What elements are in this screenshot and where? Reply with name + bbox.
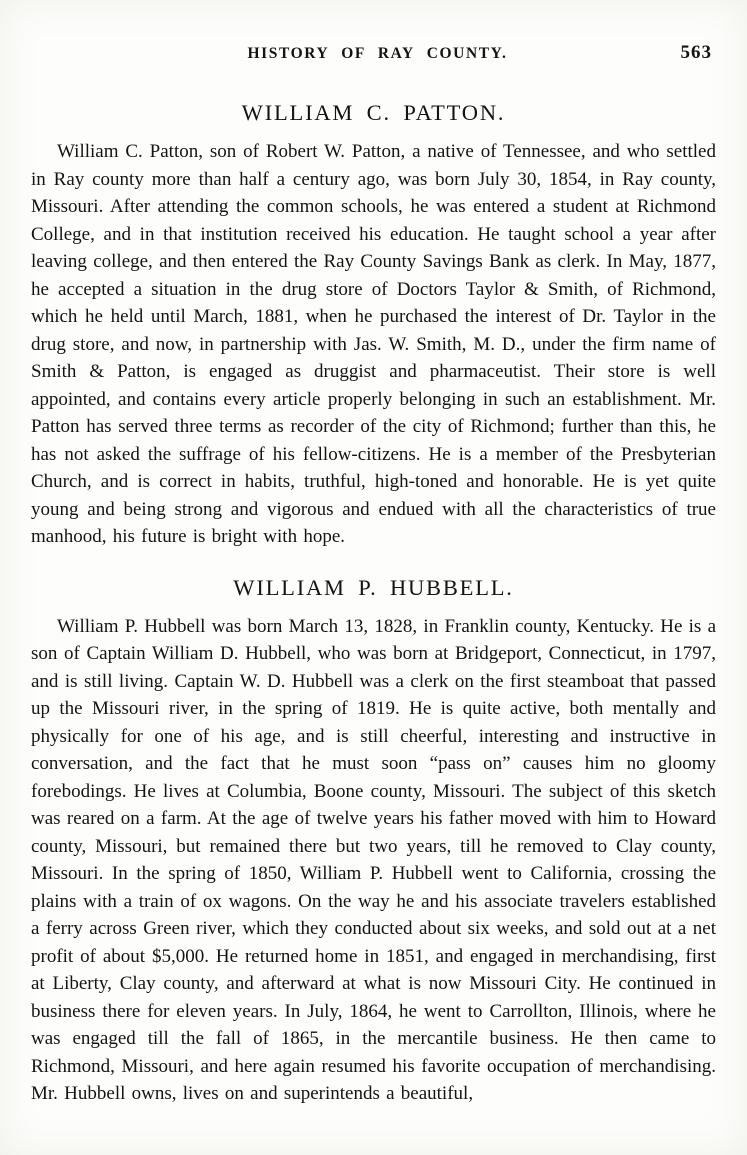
- biography-paragraph-patton: William C. Patton, son of Robert W. Patton, a native of Tennessee, and who settled in Ray county more than half a century ago, was born July 30, 1854, in Ray county, Missouri. After attending the common schools, he was entered a student at Richmond College, and in that institution received his education. He taught school a year after leaving college, and then entered the Ray County Savings Bank as clerk. In May, 1877, he accepted a situation in the drug store of Doctors Taylor & Smith, of Richmond, which he held until March, 1881, when he purchased the interest of Dr. Taylor in the drug store, and now, in partnership with Jas. W. Smith, M. D., under the firm name of Smith & Patton, is engaged as druggist and pharmaceutist. Their store is well appointed, and contains every article properly belonging in such an establishment. Mr. Patton has served three terms as recorder of the city of Richmond; further than this, he has not asked the suffrage of his fellow-citizens. He is a member of the Presbyterian Church, and is correct in habits, truthful, high-toned and honorable. He is yet quite young and being strong and vigorous and endued with all the characteristics of true manhood, his future is bright with hope.: [31, 141, 716, 547]
- section-heading-hubbell: WILLIAM P. HUBBELL.: [233, 574, 514, 600]
- section-heading-patton: WILLIAM C. PATTON.: [241, 100, 506, 125]
- biography-paragraph-hubbell: William P. Hubbell was born March 13, 1828, in Franklin county, Kentucky. He is a son of Captain William D. Hubbell, who was born at Bridgeport, Connecticut, in 1797, and is still living. Captain W. D. Hubbell was a clerk on the first steamboat that passed up the Missouri river, in the spring of 1819. He is quite active, both mentally and physically for one of his age, and is still cheerful, interesting and instructive in conversation, and the fact that he must soon “pass on” causes him no gloomy forebodings. He lives at Columbia, Boone county, Missouri. The subject of this sketch was reared on a farm. At the age of twelve years his father moved with him to Howard county, Missouri, but remained there but two years, till he removed to Clay county, Missouri. In the spring of 1850, William P. Hubbell went to California, crossing the plains with a train of ox wagons. On the way he and his associate travelers established a ferry across Green river, which they conducted about six weeks, and sold out at a net profit of about $5,000. He returned home in 1851, and engaged in merchandising, first at Liberty, Clay county, and afterward at what is now Missouri City. He continued in business there for eleven years. In July, 1864, he went to Carrollton, Illinois, where he was engaged till the fall of 1865, in the mercantile business. He then came to Richmond, Missouri, and here again resumed his favorite occupation of merchandising. Mr. Hubbell owns, lives on and superintends a beautiful,: [31, 615, 716, 1104]
- running-title: HISTORY OF RAY COUNTY.: [247, 45, 508, 62]
- page-number: 563: [680, 42, 712, 63]
- running-head: [31, 42, 716, 64]
